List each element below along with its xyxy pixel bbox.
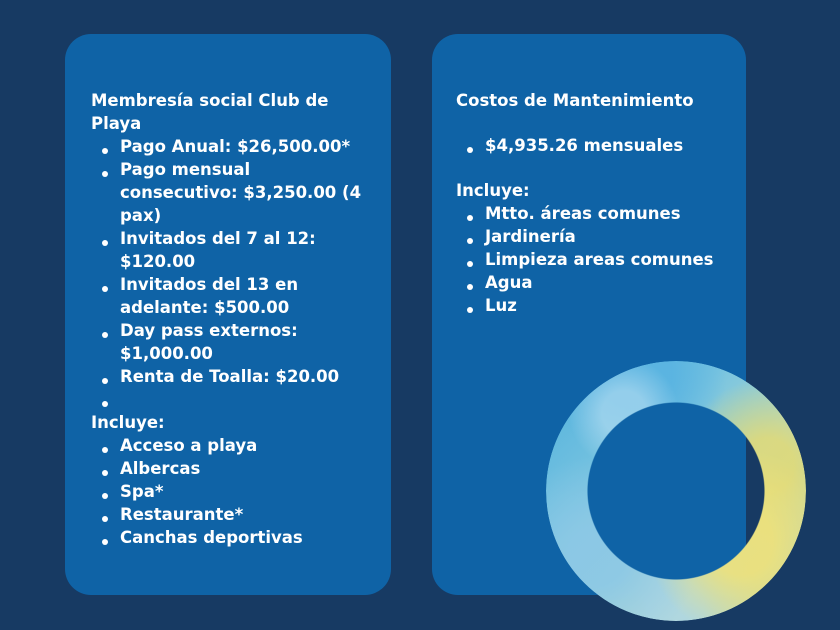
list-item: Jardinería — [456, 225, 722, 248]
bullet-icon — [102, 516, 108, 522]
bullet-icon — [102, 470, 108, 476]
bullet-icon — [102, 240, 108, 246]
bullet-icon — [467, 238, 473, 244]
list-item: Day pass externos: $1,000.00 — [91, 319, 365, 365]
list-item: Canchas deportivas — [91, 526, 365, 549]
empty-list-item — [91, 388, 365, 411]
list-item: Mtto. áreas comunes — [456, 202, 722, 225]
includes-label: Incluye: — [456, 181, 530, 200]
cost-list — [456, 134, 722, 157]
bullet-icon — [102, 493, 108, 499]
list-item: Agua — [456, 271, 722, 294]
bullet-icon — [467, 147, 473, 153]
bullet-icon — [102, 401, 108, 407]
list-item: Pago Anual: $26,500.00* — [91, 135, 365, 158]
watercolor-ring-icon — [546, 361, 806, 621]
list-item: Spa* — [91, 480, 365, 503]
list-item: Pago mensual consecutivo: $3,250.00 (4 pax) — [91, 158, 365, 227]
bullet-icon — [102, 171, 108, 177]
bullet-icon — [102, 286, 108, 292]
list-item: Limpieza areas comunes — [456, 248, 722, 271]
pricing-list — [91, 135, 365, 411]
bullet-icon — [467, 307, 473, 313]
membership-card — [65, 34, 391, 595]
bullet-icon — [102, 378, 108, 384]
list-item: $4,935.26 mensuales — [456, 134, 722, 157]
bullet-icon — [102, 148, 108, 154]
includes-list — [91, 434, 365, 549]
bullet-icon — [467, 215, 473, 221]
maintenance-title: Costos de Mantenimiento — [456, 91, 694, 110]
bullet-icon — [102, 447, 108, 453]
membership-title: Membresía social Club de Playa — [91, 91, 329, 133]
bullet-icon — [102, 332, 108, 338]
list-item: Invitados del 13 en adelante: $500.00 — [91, 273, 365, 319]
list-item: Restaurante* — [91, 503, 365, 526]
bullet-icon — [102, 539, 108, 545]
includes-list — [456, 202, 722, 317]
list-item: Acceso a playa — [91, 434, 365, 457]
list-item: Albercas — [91, 457, 365, 480]
list-item: Renta de Toalla: $20.00 — [91, 365, 365, 388]
bullet-icon — [467, 261, 473, 267]
bullet-icon — [467, 284, 473, 290]
list-item: Invitados del 7 al 12: $120.00 — [91, 227, 365, 273]
list-item: Luz — [456, 294, 722, 317]
includes-label: Incluye: — [91, 413, 165, 432]
